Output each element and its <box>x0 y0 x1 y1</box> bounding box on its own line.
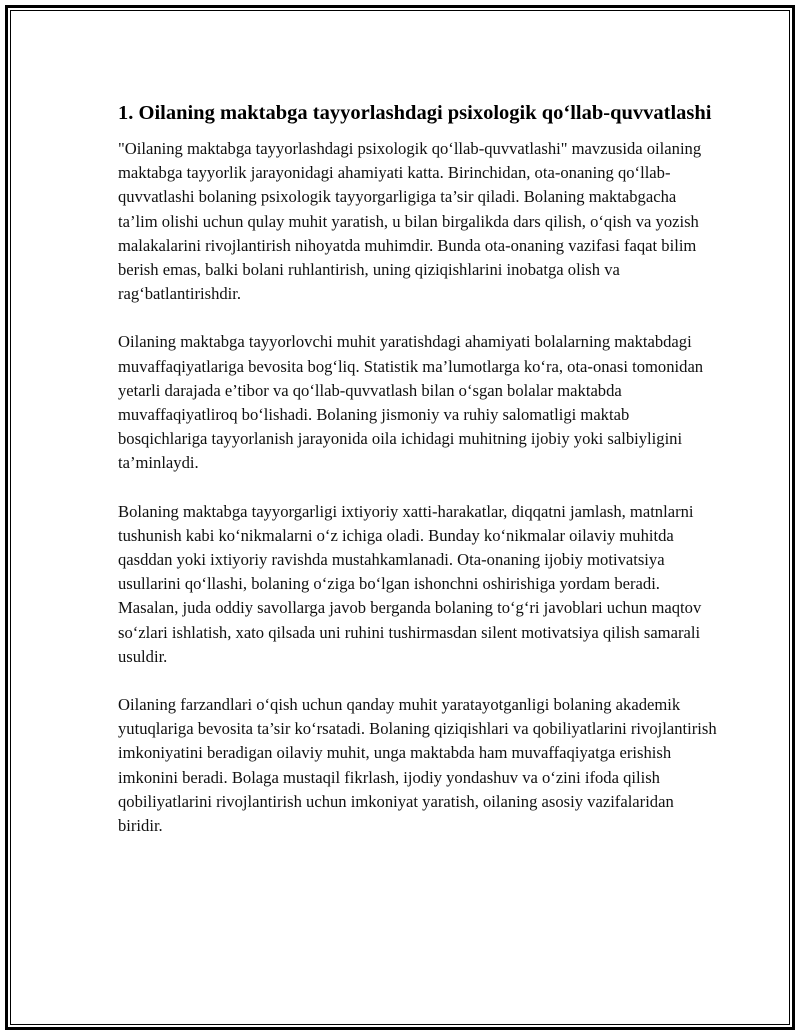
paragraph-3: Bolaning maktabga tayyorgarligi ixtiyoriy xatti-harakatlar, diqqatni jamlash, matnlarni tushunish kabi ko‘nikmalarni o‘z ichiga oladi. Bunday ko‘nikmalar oilaviy muhitda qasddan yoki ixtiyoriy ravishda mustahkamlanadi. Ota-onaning ijobiy motivatsiya usullarini qo‘llashi, bolaning o‘ziga bo‘lgan ishonchni oshirishiga yordam beradi. Masalan, juda oddiy savollarga javob berganda bolaning to‘g‘ri javoblari uchun maqtov so‘zlari ishlatish, xato qilsada uni ruhini tushirmasdan silent motivatsiya qilish samarali usuldir. <box>118 501 702 666</box>
paragraph-2: Oilaning maktabga tayyorlovchi muhit yaratishdagi ahamiyati bolalarning maktabdagi muvaffaqiyatlariga bevosita bog‘liq. Statistik ma’lumotlarga ko‘ra, ota-onasi tomonidan yetarli darajada e’tibor va qo‘llab-quvvatlash bilan o‘sgan bolalar maktabda muvaffaqiyatliroq bo‘lishadi. Bolaning jismoniy va ruhiy salomatligi maktab bosqichlariga tayyorlanish jarayonida oila ichidagi muhitning ijobiy yoki salbiyligini ta’minlaydi. <box>118 332 704 473</box>
paragraph-1: "Oilaning maktabga tayyorlashdagi psixologik qo‘llab-quvvatlashi" mavzusida oilaning maktabga tayyorlik jarayonidagi ahamiyati katta. Birinchidan, ota-onaning qo‘llab-quvvatlashi bolaning psixologik tayyorgarligiga ta’sir qiladi. Bolaning maktabgacha ta’lim olishi uchun qulay muhit yaratish, u bilan birgalikda dars qilish, o‘qish va yozish malakalarini rivojlantirish nihoyatda muhimdir. Bunda ota-onaning vazifasi faqat bilim berish emas, balki bolani ruhlantirish, uning qiziqishlarini inobatga olish va rag‘batlantirishdir. <box>118 139 702 304</box>
section-heading: 1. Oilaning maktabga tayyorlashdagi psixologik qo‘llab-quvvatlashi <box>118 102 712 124</box>
document-body <box>118 100 718 862</box>
paragraph-4: Oilaning farzandlari o‘qish uchun qanday muhit yaratayotganligi bolaning akademik yutuqlariga bevosita ta’sir ko‘rsatadi. Bolaning qiziqishlari va qobiliyatlarini rivojlantirish imkoniyatini beradigan oilaviy muhit, unga maktabda ham muvaffaqiyatga erishish imkonini beradi. Bolaga mustaqil fikrlash, ijodiy yondashuv va o‘zini ifoda qilish qobiliyatlarini rivojlantirish uchun imkoniyat yaratish, oilaning asosiy vazifalaridan biridir. <box>118 695 717 836</box>
page-frame <box>5 5 795 1030</box>
